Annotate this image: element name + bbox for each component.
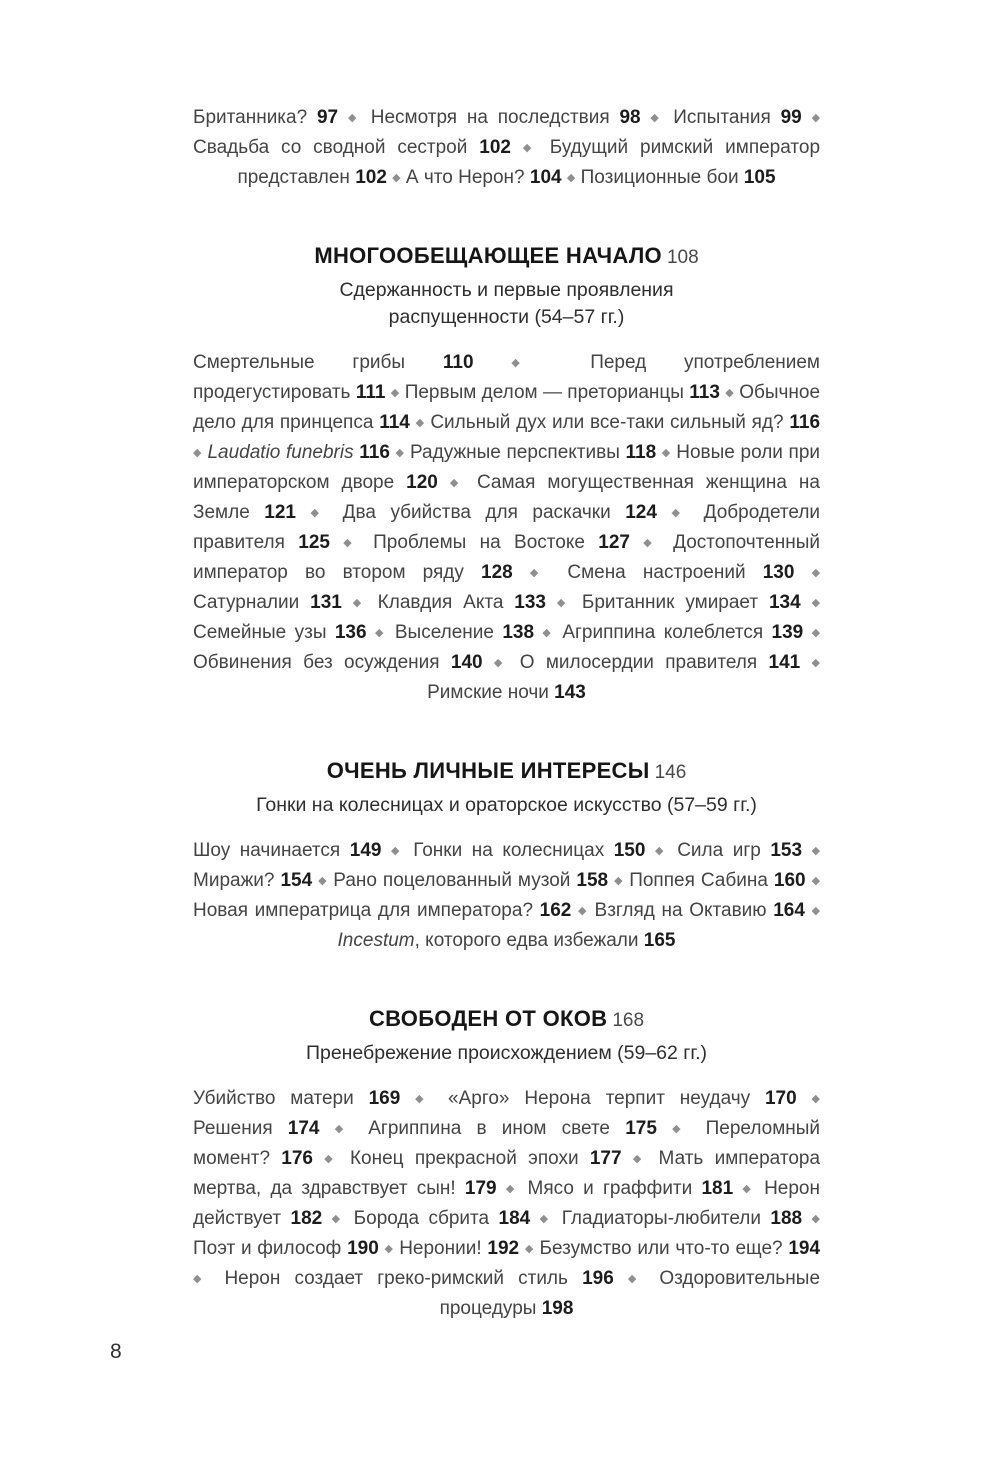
diamond-separator-icon: ◆ [578,905,588,917]
entry-title: Новые роли при императорском дворе [193,442,821,493]
entry-page-number: 169 [368,1088,401,1109]
entry-title: Incestum [337,930,415,951]
entry-page-number: 102 [479,137,511,158]
toc-entries-paragraph [193,348,820,708]
toc-entry [406,167,562,188]
entry-page-number: 133 [514,592,546,613]
toc-section-personal-interests [193,756,820,956]
diamond-separator-icon: ◆ [522,142,538,154]
entry-title: Нерон действует [193,1178,820,1229]
toc-entry [371,107,641,128]
entry-page-number: 140 [450,652,483,673]
toc-entry [368,1118,657,1139]
diamond-separator-icon: ◆ [643,537,660,549]
toc-section-promising-start [193,241,820,708]
toc-entries-paragraph [193,836,820,956]
entry-page-number: 118 [625,442,657,463]
entry-title: Римские ночи [427,682,549,703]
diamond-separator-icon: ◆ [654,845,668,857]
diamond-separator-icon: ◆ [811,597,821,609]
diamond-separator-icon: ◆ [672,1123,691,1135]
subtitle-line: Гонки на колесницах и ораторское искусство (57–59 гг.) [256,794,757,816]
diamond-separator-icon: ◆ [390,387,400,399]
entry-page-number: 97 [316,107,339,128]
entry-page-number: 190 [347,1238,379,1259]
toc-entry [410,442,656,463]
diamond-separator-icon: ◆ [811,1093,821,1105]
diamond-separator-icon: ◆ [811,905,821,917]
subtitle-line: Сдержанность и первые проявления [339,279,674,301]
entry-page-number: 175 [625,1118,657,1139]
entry-title: Смертельные грибы [193,352,406,373]
diamond-separator-icon: ◆ [374,627,387,639]
entry-page-number: 139 [771,622,804,643]
toc-entry [581,167,776,188]
toc-entry [193,1238,379,1259]
entry-title: Мясо и граффити [527,1178,693,1199]
toc-entry [193,900,571,921]
diamond-separator-icon: ◆ [627,1273,646,1285]
entry-page-number: 131 [310,592,342,613]
entry-page-number: 184 [498,1208,531,1229]
entry-title: Первым делом — преторианцы [404,382,684,403]
entry-title: Испытания [673,107,771,128]
diamond-separator-icon: ◆ [415,1093,434,1105]
diamond-separator-icon: ◆ [632,1153,648,1165]
toc-entry [193,137,511,158]
toc-entry [567,562,794,583]
entry-title: Оздоровительные процедуры [439,1268,821,1319]
diamond-separator-icon: ◆ [449,477,465,489]
entry-page-number: 116 [789,412,821,433]
entry-title: Добродетели правителя [193,502,821,553]
entry-page-number: 176 [281,1148,313,1169]
diamond-separator-icon: ◆ [310,507,329,519]
diamond-separator-icon: ◆ [392,172,401,184]
entry-title: Неронии! [399,1238,482,1259]
diamond-separator-icon: ◆ [566,172,576,184]
entry-title: О милосердии правителя [519,652,758,673]
section-heading-page-number: 146 [654,762,687,783]
toc-section-free-of-shackles [193,1004,820,1324]
entry-page-number: 160 [773,870,806,891]
entry-page-number: 198 [541,1298,574,1319]
diamond-separator-icon: ◆ [811,1213,820,1225]
toc-entry [193,622,367,643]
entry-page-number: 121 [264,502,296,523]
toc-entry [193,870,312,891]
section-heading [193,241,820,273]
diamond-separator-icon: ◆ [343,537,360,549]
entry-page-number: 154 [280,870,313,891]
toc-entry [193,592,342,613]
toc-entry [540,1238,821,1259]
entry-page-number: 143 [554,682,586,703]
diamond-separator-icon: ◆ [811,627,821,639]
entry-page-number: 110 [442,352,474,373]
diamond-separator-icon: ◆ [511,357,553,369]
toc-entry [399,1238,519,1259]
diamond-separator-icon: ◆ [811,657,820,669]
toc-entry [193,352,474,373]
entry-title: Британник умирает [581,592,759,613]
section-heading-page-number: 108 [666,247,699,268]
entry-page-number: 125 [298,532,330,553]
entry-title: Переломный момент? [193,1118,821,1169]
diamond-separator-icon: ◆ [539,1213,553,1225]
toc-entry [193,107,338,128]
diamond-separator-icon: ◆ [542,627,554,639]
entry-title: Обычное дело для принцепса [193,382,821,433]
entry-page-number: 194 [788,1238,821,1259]
diamond-separator-icon: ◆ [334,1123,354,1135]
toc-entry [193,652,483,673]
entry-title: «Арго» Нерона терпит неудачу [448,1088,751,1109]
entry-title: Убийство матери [193,1088,354,1109]
entry-page-number: 192 [487,1238,520,1259]
entry-title: Поппея Сабина [629,870,768,891]
diamond-separator-icon: ◆ [395,447,405,459]
entry-title: Мать императора мертва, да здравствует сын! [193,1148,821,1199]
entry-title: Сатурналии [193,592,300,613]
entry-title: Агриппина в ином свете [368,1118,610,1139]
entry-title: Смена настроений [567,562,746,583]
entry-page-number: 181 [701,1178,734,1199]
entry-title: Гладиаторы-любители [561,1208,761,1229]
entry-title: Laudatio funebris [207,442,354,463]
entry-title: Свадьба со сводной сестрой [193,137,468,158]
entry-title: Нерон создает греко-римский стиль [224,1268,568,1289]
diamond-separator-icon: ◆ [324,1153,339,1165]
diamond-separator-icon: ◆ [347,112,361,124]
entry-page-number: 141 [768,652,801,673]
entry-title: Достопочтенный император во втором ряду [193,532,820,583]
entry-title: Борода сбрита [353,1208,490,1229]
diamond-separator-icon: ◆ [556,597,571,609]
entry-page-number: 98 [619,107,641,128]
toc-entry [193,840,381,861]
entry-title: , которого едва избежали [414,930,639,951]
diamond-separator-icon: ◆ [811,112,821,124]
diamond-separator-icon: ◆ [415,417,425,429]
entry-title: Гонки на колесницах [413,840,605,861]
entry-title: Позиционные бои [580,167,739,188]
toc-entry [677,840,802,861]
toc-entry [629,870,805,891]
entry-page-number: 127 [598,532,630,553]
diamond-separator-icon: ◆ [505,1183,519,1195]
section-subtitle [193,1040,820,1067]
entry-title: Новая императрица для императора? [193,900,534,921]
toc-entry [595,900,805,921]
subtitle-line: Пренебрежение происхождением (59–62 гг.) [305,1042,708,1064]
toc-entry [333,870,608,891]
entry-page-number: 104 [529,167,562,188]
entry-title: Самая могущественная женщина на Земле [193,472,820,523]
entry-title: Обвинения без осуждения [193,652,440,673]
toc-entry [354,1208,531,1229]
entry-page-number: 196 [582,1268,614,1289]
toc-content-column [193,103,820,1324]
section-heading-text: СВОБОДЕН ОТ ОКОВ [368,1006,608,1031]
toc-entry [673,107,802,128]
entry-title: Агриппина колеблется [562,622,764,643]
toc-entry [338,930,676,951]
entry-page-number: 114 [379,412,410,433]
section-subtitle [193,277,820,331]
diamond-separator-icon: ◆ [671,507,690,519]
entry-page-number: 177 [589,1148,622,1169]
entry-title: Миражи? [193,870,275,891]
entry-title: Два убийства для раскачки [342,502,611,523]
entry-title: Шоу начинается [193,840,341,861]
toc-entry [413,840,645,861]
entry-page-number: 116 [359,442,390,463]
toc-entry [193,1088,400,1109]
diamond-separator-icon: ◆ [493,657,509,669]
entry-page-number: 179 [464,1178,497,1199]
entry-page-number: 158 [576,870,609,891]
folio-page-number: 8 [110,1340,122,1363]
diamond-separator-icon: ◆ [384,1243,394,1255]
entry-title: Безумство или что-то еще? [539,1238,783,1259]
entry-page-number: 150 [613,840,646,861]
section-heading [193,756,820,788]
entry-page-number: 174 [287,1118,320,1139]
entry-page-number: 164 [773,900,805,921]
entry-page-number: 130 [762,562,795,583]
diamond-separator-icon: ◆ [811,875,821,887]
toc-entry [430,412,820,433]
diamond-separator-icon: ◆ [725,387,734,399]
entry-title: А что Нерон? [405,167,525,188]
entry-page-number: 99 [780,107,802,128]
entry-title: Выселение [394,622,494,643]
toc-entry [427,682,586,703]
diamond-separator-icon: ◆ [661,447,671,459]
diamond-separator-icon: ◆ [524,1243,534,1255]
entry-page-number: 165 [643,930,676,951]
section-subtitle [193,792,820,819]
entry-title: Клавдия Акта [377,592,504,613]
entry-title: Британника? [193,107,308,128]
toc-entry [448,1088,797,1109]
entry-title: Проблемы на Востоке [373,532,585,553]
toc-entry [378,592,546,613]
toc-entry [350,1148,622,1169]
entry-page-number: 162 [539,900,572,921]
entry-title: Перед употреблением продегустировать [193,352,820,403]
diamond-separator-icon: ◆ [193,447,202,459]
section-heading [193,1004,820,1036]
toc-entry [373,532,630,553]
diamond-separator-icon: ◆ [352,597,367,609]
toc-entry [528,1178,734,1199]
entry-page-number: 128 [481,562,513,583]
toc-intro-paragraph [193,103,820,193]
entry-title: Конец прекрасной эпохи [349,1148,579,1169]
entry-page-number: 102 [355,167,387,188]
entry-page-number: 170 [764,1088,797,1109]
entry-title: Рано поцелованный музой [333,870,571,891]
subtitle-line: распущенности (54–57 гг.) [388,306,625,328]
toc-entry [405,382,720,403]
diamond-separator-icon: ◆ [811,567,821,579]
entry-title: Решения [193,1118,273,1139]
toc-entry [562,622,803,643]
entry-page-number: 124 [625,502,657,523]
toc-entry [562,1208,802,1229]
diamond-separator-icon: ◆ [193,1273,211,1285]
entry-page-number: 153 [770,840,803,861]
toc-entry [193,1118,320,1139]
entry-title: Семейные узы [193,622,327,643]
diamond-separator-icon: ◆ [529,567,551,579]
diamond-separator-icon: ◆ [318,875,328,887]
entry-page-number: 188 [770,1208,803,1229]
toc-entry [207,442,389,463]
section-heading-text: МНОГООБЕЩАЮЩЕЕ НАЧАЛО [314,243,662,268]
toc-entry [520,652,800,673]
entry-page-number: 136 [334,622,367,643]
diamond-separator-icon: ◆ [650,112,664,124]
entry-page-number: 120 [406,472,438,493]
entry-title: Сила игр [677,840,761,861]
entry-title: Несмотря на последствия [370,107,610,128]
entry-page-number: 105 [743,167,776,188]
entry-page-number: 134 [768,592,801,613]
entry-page-number: 149 [349,840,382,861]
entry-page-number: 113 [689,382,720,403]
diamond-separator-icon: ◆ [331,1213,345,1225]
entry-title: Радужные перспективы [410,442,620,463]
toc-entries-paragraph [193,1084,820,1324]
entry-page-number: 138 [502,622,535,643]
toc-entry [224,1268,613,1289]
entry-title: Будущий римский император представлен [237,137,821,188]
toc-entry [395,622,534,643]
entry-title: Сильный дух или все-таки сильный яд? [430,412,784,433]
diamond-separator-icon: ◆ [614,875,624,887]
diamond-separator-icon: ◆ [390,845,404,857]
entry-title: Взгляд на Октавию [594,900,767,921]
entry-page-number: 182 [290,1208,323,1229]
toc-entry [582,592,801,613]
diamond-separator-icon: ◆ [742,1183,755,1195]
section-heading-text: ОЧЕНЬ ЛИЧНЫЕ ИНТЕРЕСЫ [326,758,650,783]
entry-page-number: 111 [355,382,386,403]
diamond-separator-icon: ◆ [811,845,821,857]
section-heading-page-number: 168 [612,1010,645,1031]
entry-title: Поэт и философ [193,1238,342,1259]
toc-entry [343,502,657,523]
